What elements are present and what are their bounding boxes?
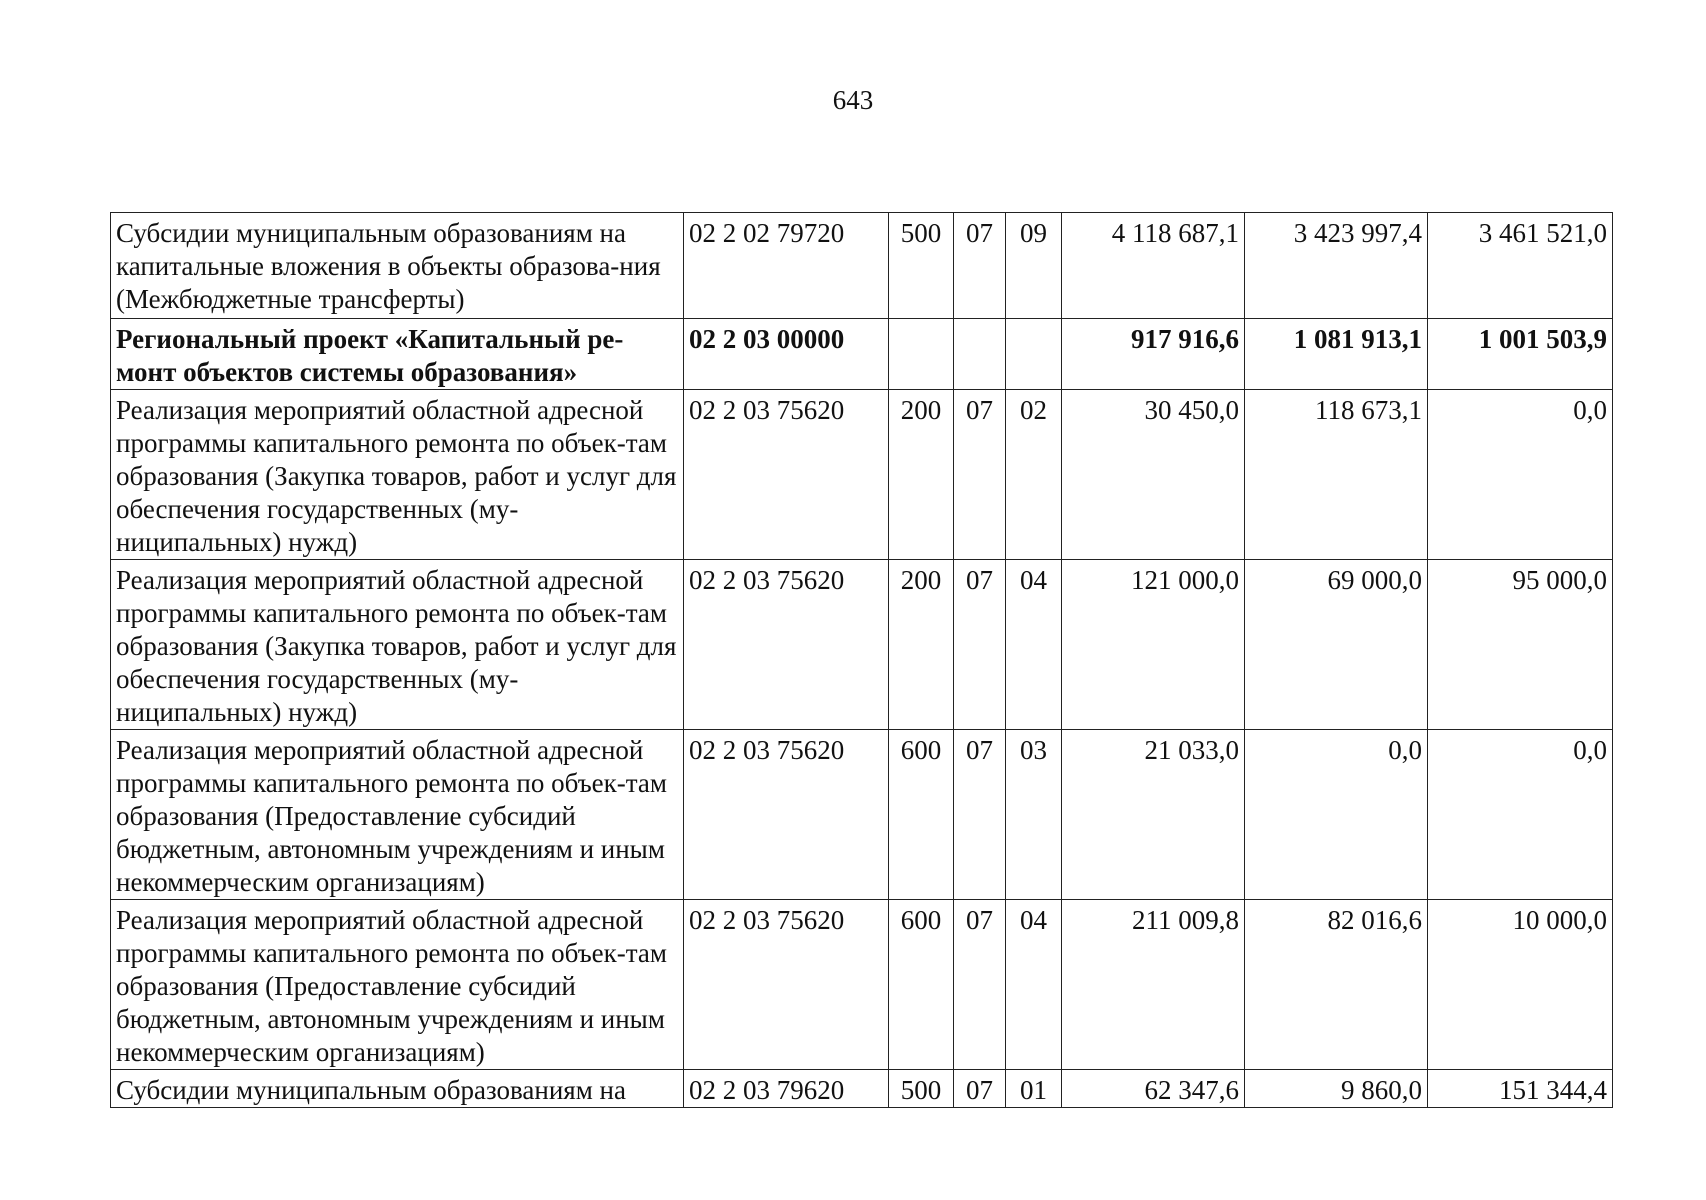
row-sum-2: 1 081 913,1 <box>1245 319 1428 390</box>
row-vr <box>889 319 954 390</box>
row-pr: 04 <box>1006 560 1062 730</box>
row-rz: 07 <box>954 1070 1006 1108</box>
row-rz: 07 <box>954 560 1006 730</box>
row-sum-1: 211 009,8 <box>1062 900 1245 1070</box>
row-name: Субсидии муниципальным образованиям на <box>111 1070 684 1108</box>
row-code: 02 2 03 00000 <box>684 319 889 390</box>
row-sum-1: 917 916,6 <box>1062 319 1245 390</box>
row-sum-3: 95 000,0 <box>1428 560 1613 730</box>
row-pr: 09 <box>1006 213 1062 319</box>
row-sum-2: 0,0 <box>1245 730 1428 900</box>
row-sum-2: 69 000,0 <box>1245 560 1428 730</box>
row-name: Реализация мероприятий областной адресной программы капитального ремонта по объек-там образования (Закупка товаров, работ и услуг для обеспечения государственных (му-ниципальных) нужд) <box>111 390 684 560</box>
row-sum-1: 4 118 687,1 <box>1062 213 1245 319</box>
row-vr: 500 <box>889 213 954 319</box>
row-sum-1: 21 033,0 <box>1062 730 1245 900</box>
row-sum-3: 10 000,0 <box>1428 900 1613 1070</box>
row-name: Субсидии муниципальным образованиям на капитальные вложения в объекты образова-ния (Межбюджетные трансферты) <box>111 213 684 319</box>
row-vr: 200 <box>889 560 954 730</box>
row-rz: 07 <box>954 730 1006 900</box>
row-vr: 600 <box>889 900 954 1070</box>
row-sum-1: 62 347,6 <box>1062 1070 1245 1108</box>
row-name: Реализация мероприятий областной адресной программы капитального ремонта по объек-там образования (Предоставление субсидий бюджетным, автономным учреждениям и иным некоммерческим организациям) <box>111 900 684 1070</box>
row-rz: 07 <box>954 213 1006 319</box>
row-pr <box>1006 319 1062 390</box>
row-sum-1: 30 450,0 <box>1062 390 1245 560</box>
row-rz: 07 <box>954 390 1006 560</box>
row-code: 02 2 03 75620 <box>684 730 889 900</box>
row-sum-3: 0,0 <box>1428 730 1613 900</box>
row-sum-2: 118 673,1 <box>1245 390 1428 560</box>
row-sum-1: 121 000,0 <box>1062 560 1245 730</box>
row-pr: 02 <box>1006 390 1062 560</box>
row-name: Реализация мероприятий областной адресной программы капитального ремонта по объек-там образования (Предоставление субсидий бюджетным, автономным учреждениям и иным некоммерческим организациям) <box>111 730 684 900</box>
table-row <box>111 319 1613 390</box>
row-code: 02 2 03 75620 <box>684 390 889 560</box>
table-row <box>111 730 1613 900</box>
row-rz <box>954 319 1006 390</box>
row-sum-2: 82 016,6 <box>1245 900 1428 1070</box>
row-rz: 07 <box>954 900 1006 1070</box>
table-row <box>111 390 1613 560</box>
row-code: 02 2 03 75620 <box>684 900 889 1070</box>
row-sum-3: 151 344,4 <box>1428 1070 1613 1108</box>
row-vr: 500 <box>889 1070 954 1108</box>
row-vr: 600 <box>889 730 954 900</box>
row-sum-3: 3 461 521,0 <box>1428 213 1613 319</box>
row-vr: 200 <box>889 390 954 560</box>
row-sum-2: 9 860,0 <box>1245 1070 1428 1108</box>
page-number: 643 <box>832 85 874 115</box>
table-row <box>111 213 1613 319</box>
row-sum-3: 1 001 503,9 <box>1428 319 1613 390</box>
row-code: 02 2 03 79620 <box>684 1070 889 1108</box>
row-name: Региональный проект «Капитальный ре-монт объектов системы образования» <box>111 319 684 390</box>
row-name: Реализация мероприятий областной адресной программы капитального ремонта по объек-там образования (Закупка товаров, работ и услуг для обеспечения государственных (му-ниципальных) нужд) <box>111 560 684 730</box>
row-code: 02 2 03 75620 <box>684 560 889 730</box>
row-sum-2: 3 423 997,4 <box>1245 213 1428 319</box>
row-sum-3: 0,0 <box>1428 390 1613 560</box>
row-pr: 03 <box>1006 730 1062 900</box>
table-row <box>111 560 1613 730</box>
row-pr: 01 <box>1006 1070 1062 1108</box>
row-code: 02 2 02 79720 <box>684 213 889 319</box>
budget-table <box>110 212 1613 1108</box>
row-pr: 04 <box>1006 900 1062 1070</box>
table-row <box>111 1070 1613 1108</box>
table-row <box>111 900 1613 1070</box>
